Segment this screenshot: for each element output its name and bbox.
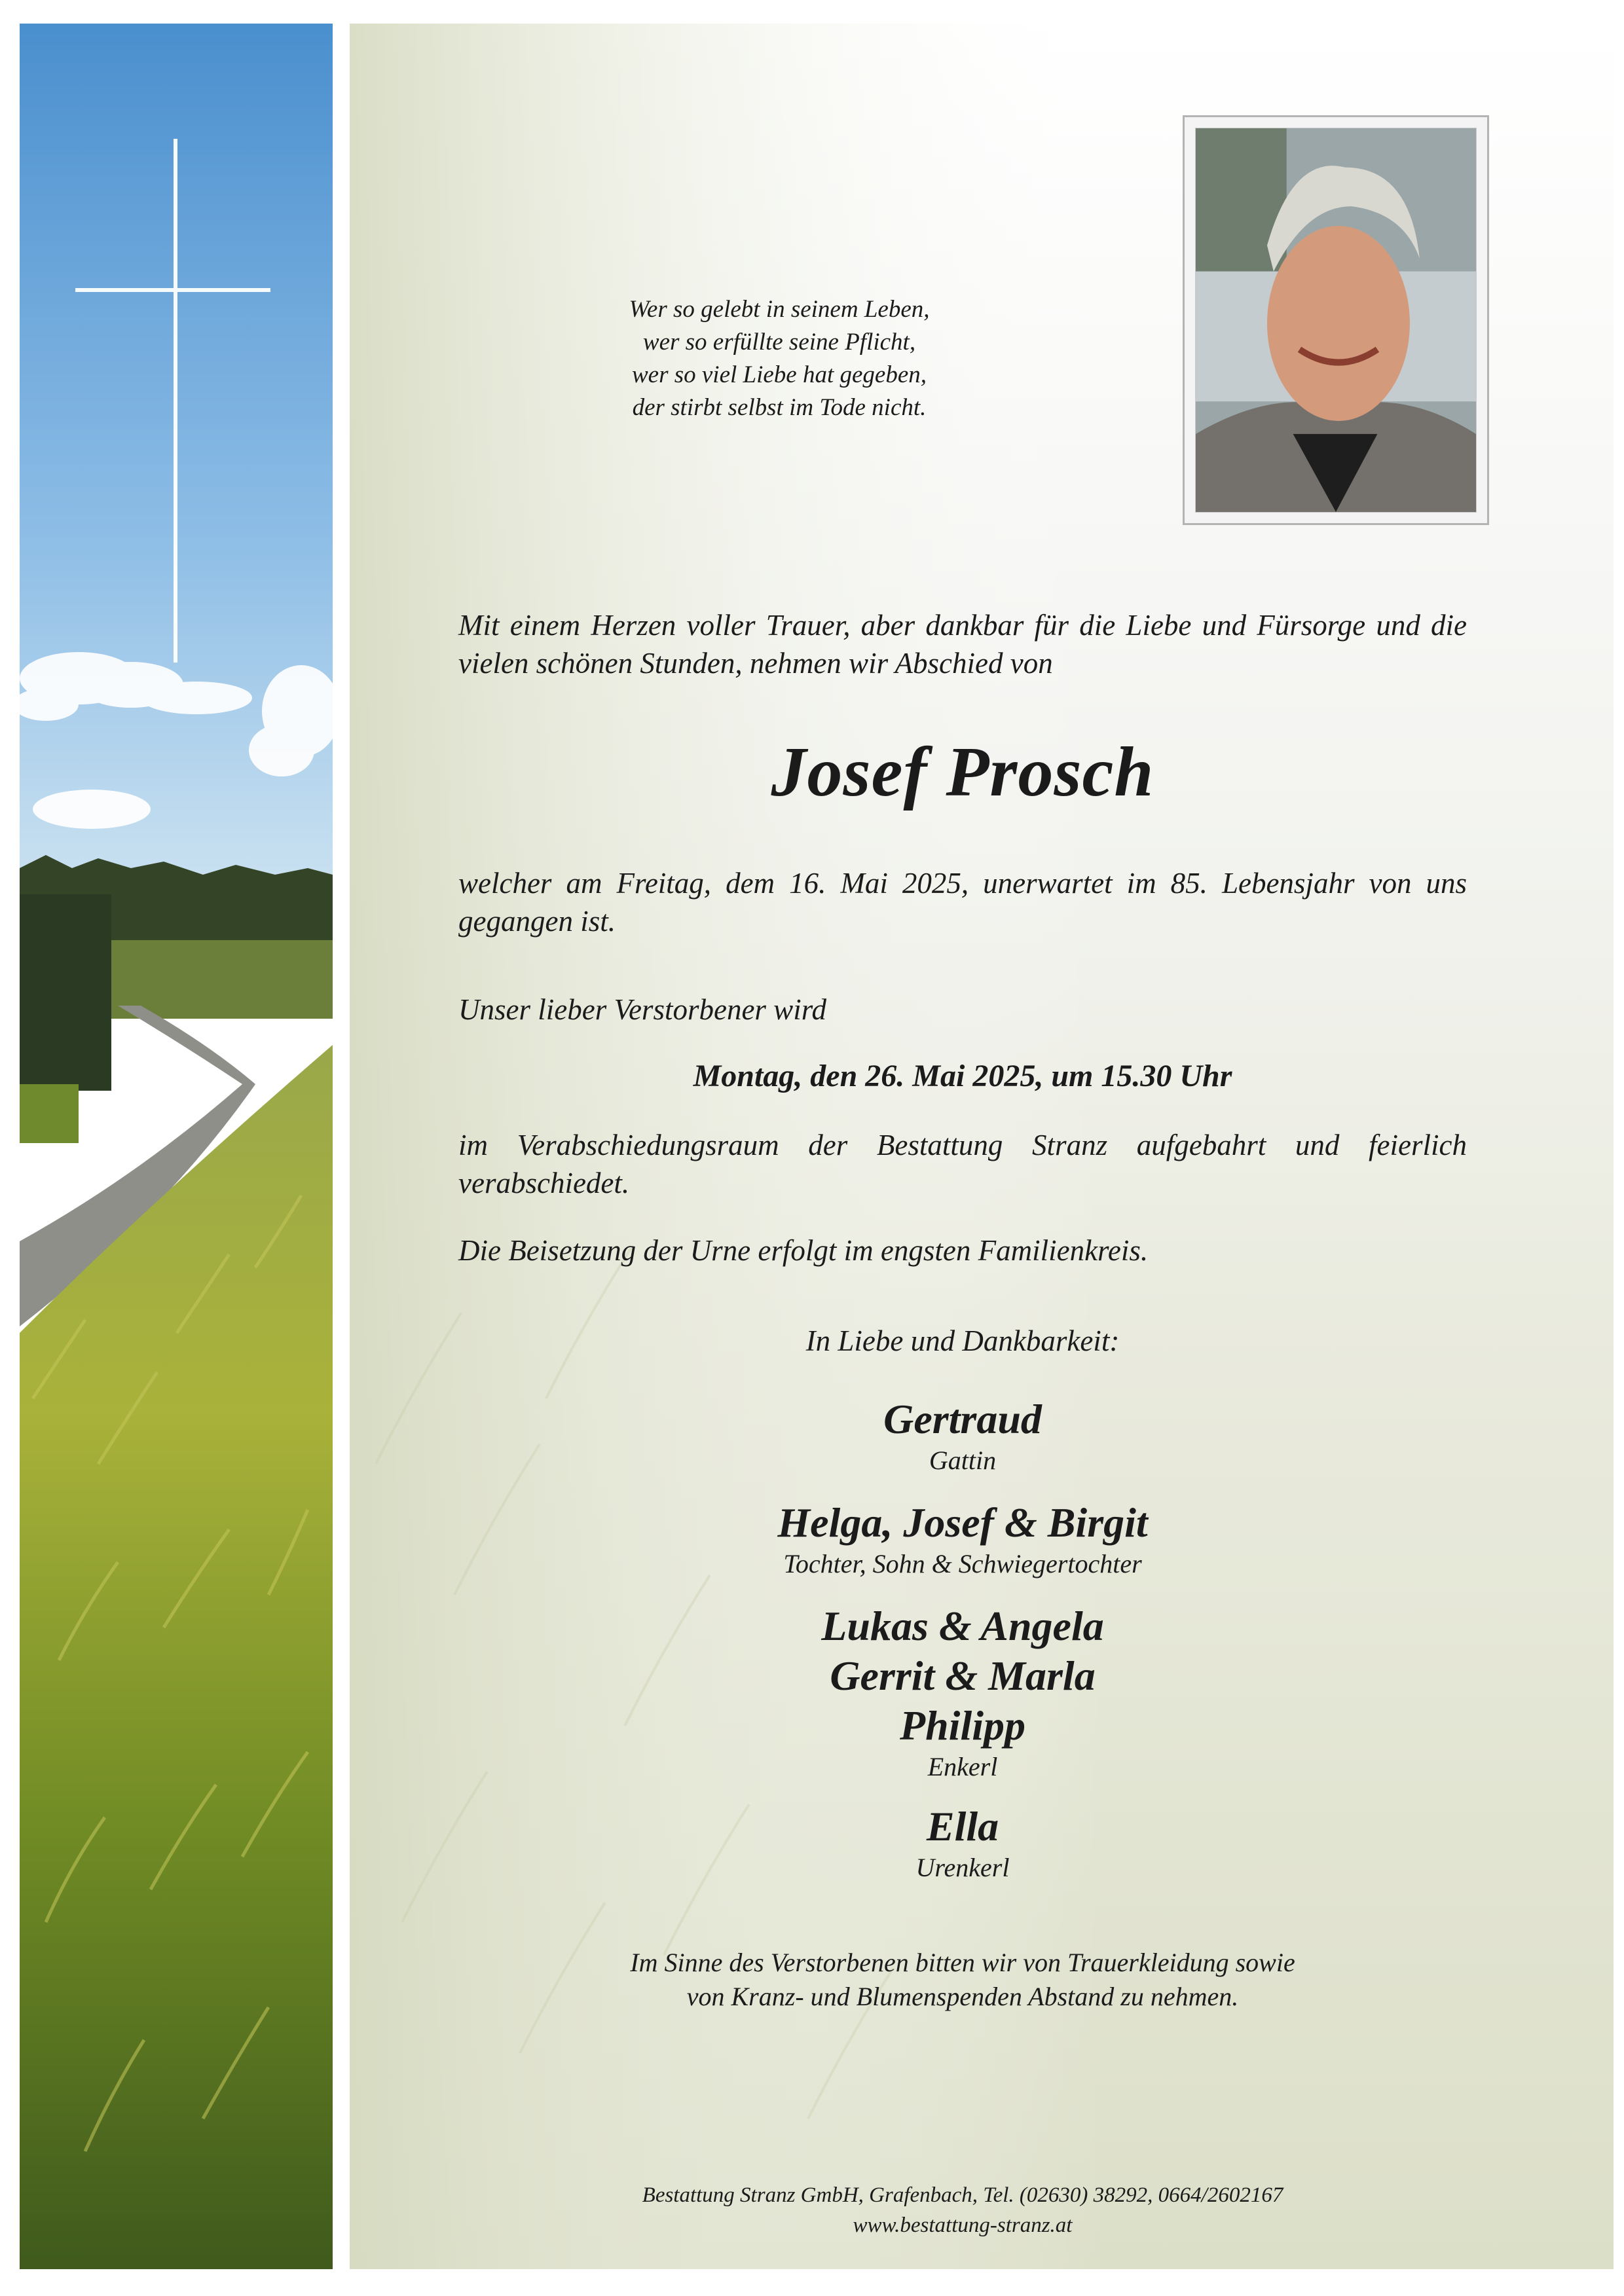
ceremony-lead: Unser lieber Verstorbener wird	[458, 993, 827, 1026]
family-group	[458, 1498, 1467, 1580]
motto-line: wer so viel Liebe hat gegeben,	[631, 361, 927, 388]
family-group	[458, 1802, 1467, 1884]
family-name: Gertraud	[883, 1396, 1042, 1442]
family-role: Tochter, Sohn & Schwiegertochter	[783, 1549, 1142, 1578]
footer-company: Bestattung Stranz GmbH, Grafenbach, Tel. (02630) 38292, 0664/2602167	[642, 2183, 1283, 2207]
thanks-heading: In Liebe und Dankbarkeit:	[805, 1324, 1120, 1357]
family-group	[458, 1394, 1467, 1477]
family-name: Gerrit & Marla	[830, 1652, 1096, 1699]
motto-line: der stirbt selbst im Tode nicht.	[632, 394, 927, 421]
footer	[458, 2180, 1467, 2240]
family-role: Urenkerl	[915, 1853, 1010, 1882]
deceased-name: Josef Prosch	[771, 733, 1154, 811]
burial-note: Die Beisetzung der Urne erfolgt im engsten Familienkreis.	[458, 1234, 1149, 1267]
family-name: Ella	[926, 1803, 999, 1850]
motto-line: wer so erfüllte seine Pflicht,	[642, 329, 916, 355]
family-name: Philipp	[899, 1702, 1026, 1749]
portrait-photo	[1183, 115, 1489, 525]
landscape-strip	[20, 24, 333, 2269]
request-line: Im Sinne des Verstorbenen bitten wir von Trauerkleidung sowie	[630, 1948, 1295, 1977]
footer-website[interactable]: www.bestattung-stranz.at	[853, 2214, 1073, 2237]
family-role: Gattin	[929, 1446, 997, 1475]
family-name: Helga, Josef & Birgit	[777, 1499, 1148, 1546]
family-role: Enkerl	[927, 1752, 998, 1781]
motto-line: Wer so gelebt in seinem Leben,	[629, 296, 930, 323]
motto-poem	[524, 293, 1035, 424]
intro-text: Mit einem Herzen voller Trauer, aber dankbar für die Liebe und Fürsorge und die vielen schönen Stunden, nehmen wir Abschied von	[458, 609, 1467, 680]
death-notice: welcher am Freitag, dem 16. Mai 2025, unerwartet im 85. Lebensjahr von uns gegangen ist.	[458, 867, 1467, 938]
family-group	[458, 1601, 1467, 1783]
family-name: Lukas & Angela	[821, 1603, 1104, 1649]
ceremony-date: Montag, den 26. Mai 2025, um 15.30 Uhr	[693, 1059, 1232, 1093]
request-line: von Kranz- und Blumenspenden Abstand zu nehmen.	[686, 1982, 1239, 2011]
ceremony-place: im Verabschiedungsraum der Bestattung Stranz aufgebahrt und feierlich verabschiedet.	[458, 1129, 1467, 1199]
request-note	[458, 1946, 1467, 2014]
